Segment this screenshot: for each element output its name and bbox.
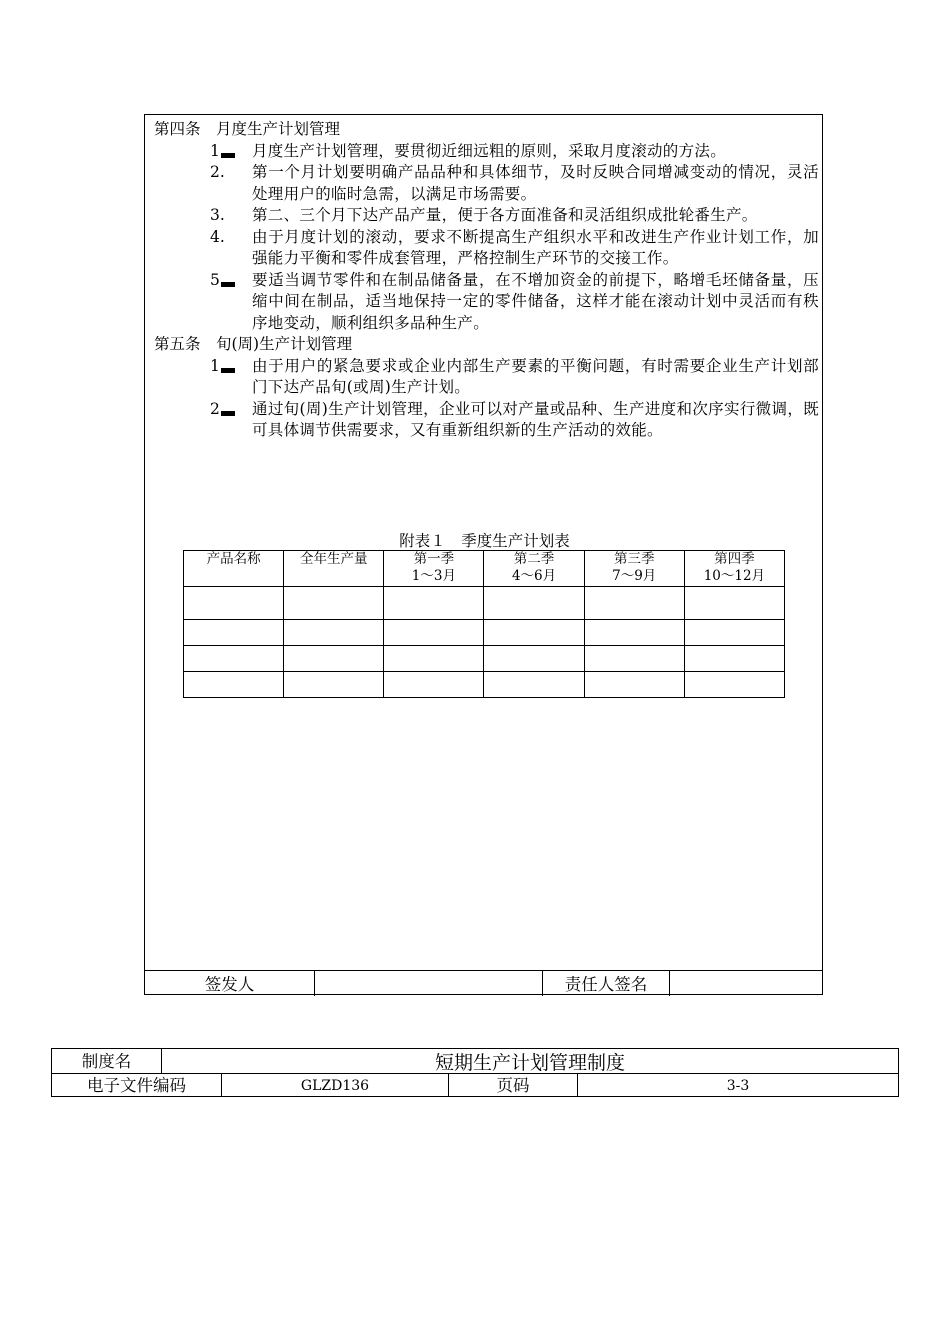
table-cell[interactable] (384, 672, 484, 698)
table-row (184, 587, 785, 620)
bullet-mark (221, 368, 235, 373)
table-cell[interactable] (584, 587, 684, 620)
bullet-mark (221, 153, 235, 158)
list-item (210, 399, 819, 442)
table-cell[interactable] (684, 672, 784, 698)
header-q4: 第四季 10～12月 (684, 551, 784, 587)
list-item (210, 356, 819, 399)
item-number: 2 (210, 399, 252, 421)
table-header-row (184, 551, 785, 587)
item-text: 月度生产计划管理，要贯彻近细远粗的原则，采取月度滚动的方法。 (252, 141, 727, 160)
table-cell[interactable] (284, 620, 384, 646)
table-cell[interactable] (684, 587, 784, 620)
table-row (184, 620, 785, 646)
item-number: 1 (210, 356, 252, 378)
header-product-name: 产品名称 (184, 551, 284, 587)
table-cell[interactable] (584, 646, 684, 672)
table-cell[interactable] (484, 620, 584, 646)
article-heading: 第五条 旬(周)生产计划管理 (154, 335, 353, 353)
responsible-label: 责任人签名 (543, 971, 670, 996)
table-row (184, 646, 785, 672)
document-body (154, 119, 819, 442)
item-number: 1 (210, 141, 252, 163)
file-code-label: 电子文件编码 (51, 1073, 222, 1097)
table-cell[interactable] (184, 646, 284, 672)
item-number: 5 (210, 270, 252, 292)
item-text: 通过旬(周)生产计划管理，企业可以对产量或品种、生产进度和次序实行微调，既可具体调节供需要求，又有重新组织新的生产活动的效能。 (252, 399, 819, 439)
responsible-signature-field[interactable] (670, 971, 822, 996)
table-cell[interactable] (284, 587, 384, 620)
issuer-signature-field[interactable] (315, 971, 543, 996)
item-number: 2. (210, 163, 225, 181)
table-cell[interactable] (184, 620, 284, 646)
list-item (210, 227, 819, 270)
item-text: 第二、三个月下达产品产量，便于各方面准备和灵活组织成批轮番生产。 (252, 206, 758, 224)
article-heading: 第四条 月度生产计划管理 (154, 120, 341, 138)
document-frame (144, 114, 823, 995)
list-item (210, 205, 819, 227)
list-item (210, 270, 819, 335)
page-number-value: 3-3 (577, 1073, 899, 1097)
table-cell[interactable] (384, 646, 484, 672)
item-number: 3. (210, 206, 225, 224)
table-row (184, 672, 785, 698)
system-name-value: 短期生产计划管理制度 (161, 1048, 899, 1074)
quarterly-plan-table (183, 550, 785, 698)
page-number-label: 页码 (448, 1073, 578, 1097)
item-text: 要适当调节零件和在制品储备量，在不增加资金的前提下，略增毛坯储备量，压缩中间在制品，适当地保持一定的零件储备，这样才能在滚动计划中灵活而有秩序地变动，顺利组织多品种生产。 (252, 270, 819, 332)
table-cell[interactable] (284, 672, 384, 698)
item-text: 由于月度计划的滚动，要求不断提高生产组织水平和改进生产作业计划工作，加强能力平衡和零件成套管理，严格控制生产环节的交接工作。 (252, 227, 819, 267)
item-number: 4. (210, 227, 225, 246)
table-cell[interactable] (584, 620, 684, 646)
table-cell[interactable] (484, 587, 584, 620)
table-cell[interactable] (184, 672, 284, 698)
list-item (210, 162, 819, 205)
bullet-mark (221, 282, 235, 287)
table-cell[interactable] (384, 587, 484, 620)
header-q2: 第二季 4～6月 (484, 551, 584, 587)
table-cell[interactable] (684, 620, 784, 646)
table-cell[interactable] (384, 620, 484, 646)
document-footer (51, 1048, 899, 1097)
item-text: 第一个月计划要明确产品品种和具体细节，及时反映合同增减变动的情况，灵活处理用户的临时急需，以满足市场需要。 (252, 163, 819, 203)
table-cell[interactable] (484, 672, 584, 698)
system-name-label: 制度名 (51, 1048, 162, 1074)
header-q3: 第三季 7～9月 (584, 551, 684, 587)
table-cell[interactable] (584, 672, 684, 698)
table-cell[interactable] (184, 587, 284, 620)
issuer-label: 签发人 (145, 971, 315, 996)
header-annual-output: 全年生产量 (284, 551, 384, 587)
file-code-value: GLZD136 (221, 1073, 449, 1097)
table-cell[interactable] (684, 646, 784, 672)
list-item (210, 141, 819, 163)
table-cell[interactable] (484, 646, 584, 672)
item-text: 由于用户的紧急要求或企业内部生产要素的平衡问题，有时需要企业生产计划部门下达产品旬(或周)生产计划。 (252, 356, 819, 396)
table-cell[interactable] (284, 646, 384, 672)
bullet-mark (221, 411, 235, 416)
signature-row (145, 970, 822, 996)
table-title: 附表１ 季度生产计划表 (399, 532, 570, 550)
header-q1: 第一季 1～3月 (384, 551, 484, 587)
